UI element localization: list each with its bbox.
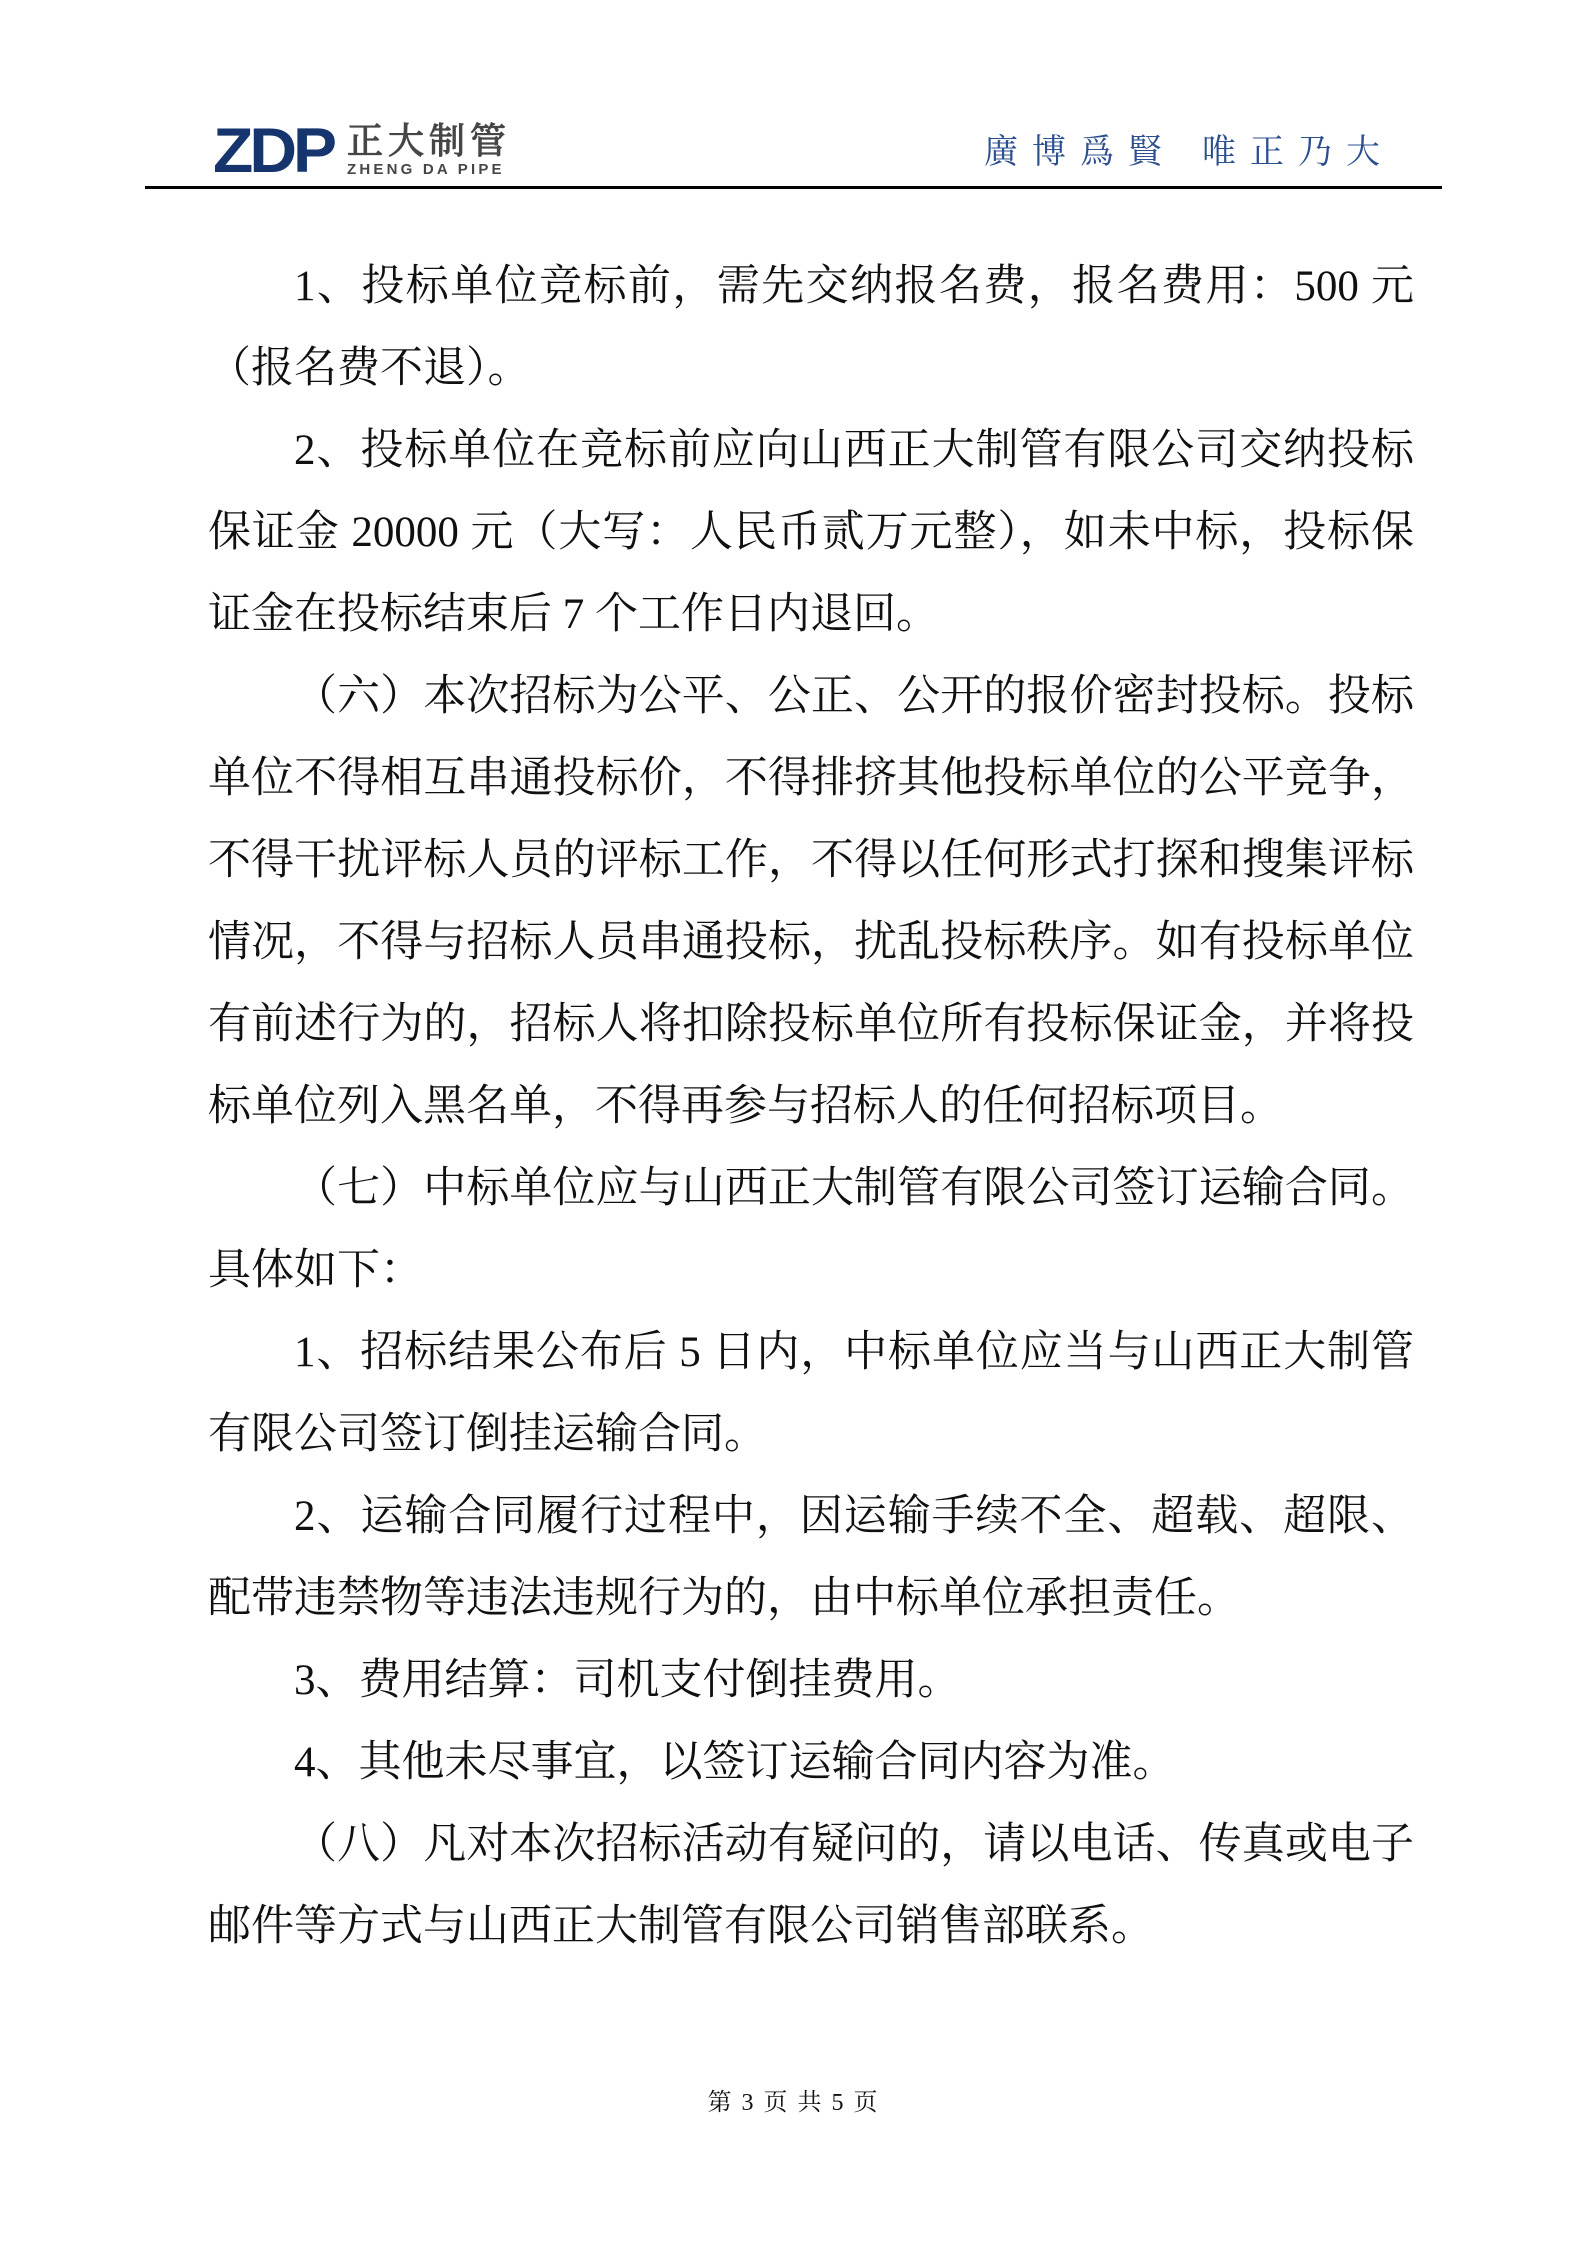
- paragraph: 1、投标单位竞标前，需先交纳报名费，报名费用：500 元（报名费不退）。: [208, 263, 1414, 392]
- paragraph: 3、费用结算：司机支付倒挂费用。: [294, 1657, 961, 1704]
- motto-phrase-right: 唯正乃大: [1202, 134, 1394, 171]
- motto-phrase-left: 廣博爲賢: [984, 134, 1176, 171]
- company-logo: [213, 114, 512, 185]
- paragraph: （七）中标单位应与山西正大制管有限公司签订运输合同。具体如下：: [208, 1165, 1414, 1294]
- page-header: [145, 0, 1442, 189]
- paragraph: （八）凡对本次招标活动有疑问的，请以电话、传真或电子邮件等方式与山西正大制管有限公司销售部联系。: [208, 1821, 1414, 1950]
- logo-company-name-en: ZHENG DA PIPE: [347, 161, 505, 178]
- page-footer: [0, 2082, 1587, 2117]
- paragraph: （六）本次招标为公平、公正、公开的报价密封投标。投标单位不得相互串通投标价，不得排挤其他投标单位的公平竞争，不得干扰评标人员的评标工作，不得以任何形式打探和搜集评标情况，不得与招标人员串通投标，扰乱投标秩序。如有投标单位有前述行为的，招标人将扣除投标单位所有投标保证金，并将投标单位列入黑名单，不得再参与招标人的任何招标项目。: [208, 673, 1414, 1130]
- page-number: 第 3 页 共 5 页: [707, 2090, 880, 2116]
- paragraph: 4、其他未尽事宜，以签订运输合同内容为准。: [294, 1739, 1176, 1786]
- paragraph: 2、运输合同履行过程中，因运输手续不全、超载、超限、配带违禁物等违法违规行为的，由中标单位承担责任。: [208, 1493, 1414, 1622]
- logo-zdp-wordmark: ZDP: [213, 114, 333, 185]
- document-body: [208, 246, 1414, 1968]
- logo-company-name-cn: 正大制管: [347, 120, 512, 161]
- paragraph: 1、招标结果公布后 5 日内，中标单位应当与山西正大制管有限公司签订倒挂运输合同。: [208, 1329, 1414, 1458]
- logo-name-block: [347, 120, 512, 178]
- company-motto: [984, 136, 1394, 170]
- paragraph: 2、投标单位在竞标前应向山西正大制管有限公司交纳投标保证金 20000 元（大写：人民币贰万元整），如未中标，投标保证金在投标结束后 7 个工作日内退回。: [208, 427, 1414, 638]
